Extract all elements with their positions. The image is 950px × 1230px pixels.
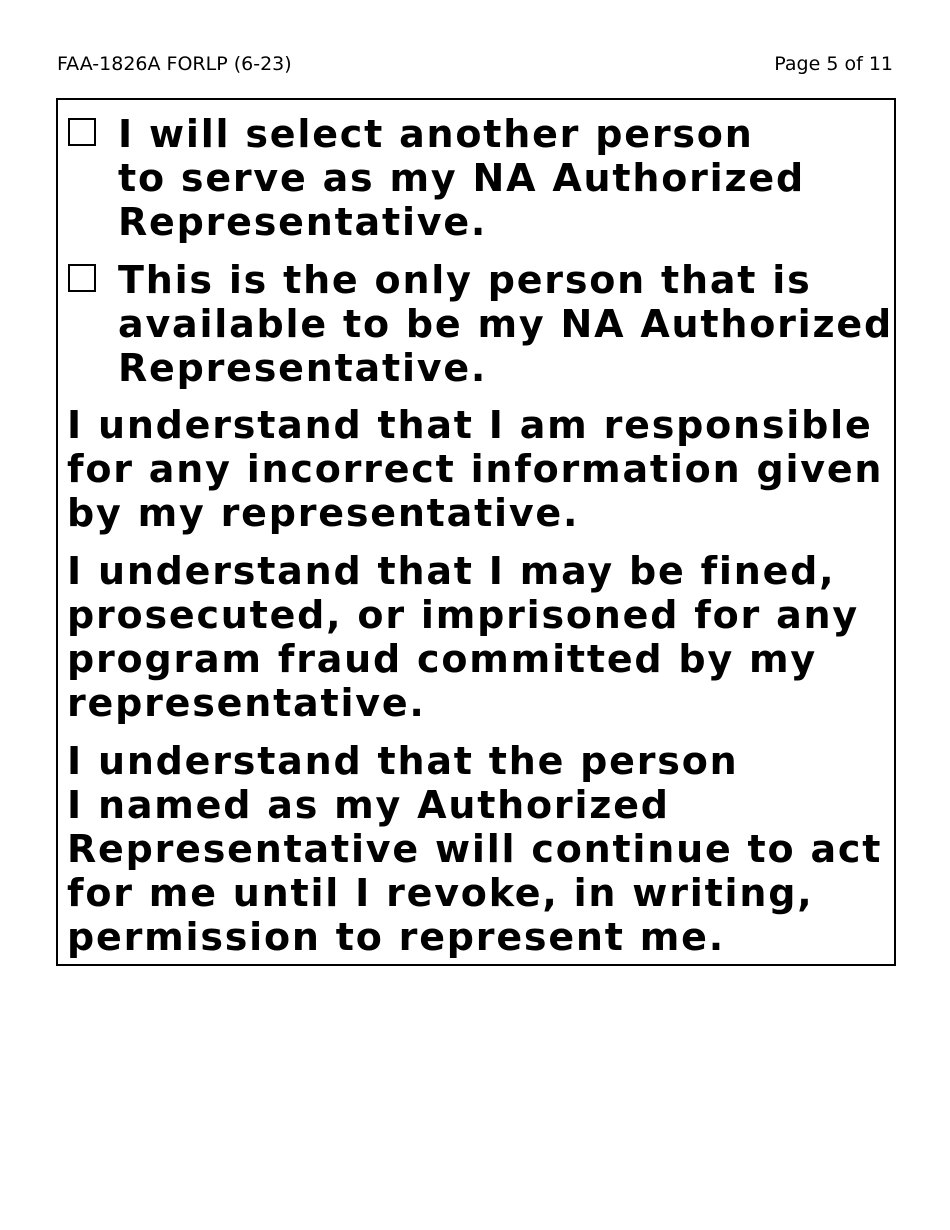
statement-authorized-representative-continue: I understand that the person I named as my Authorized Representative will continue to act for me until I revoke, in writing, permission to represent me. [67, 739, 883, 959]
option-select-another-checkbox[interactable] [68, 118, 96, 146]
option-select-another-label: I will select another person to serve as my NA Authorized Representative. [118, 112, 805, 244]
page-number: Page 5 of 11 [774, 53, 893, 75]
option-select-another-person[interactable] [68, 112, 888, 244]
option-only-person-checkbox[interactable] [68, 264, 96, 292]
statement-responsible-incorrect-info: I understand that I am responsible for any incorrect information given by my representative. [67, 403, 884, 535]
option-only-person-label: This is the only person that is available to be my NA Authorized Representative. [118, 258, 893, 390]
statement-fined-prosecuted: I understand that I may be fined, prosecuted, or imprisoned for any program fraud committed by my representative. [67, 549, 859, 725]
form-id: FAA-1826A FORLP (6-23) [57, 53, 292, 75]
option-only-person-available[interactable] [68, 258, 893, 390]
acknowledgement-box [56, 98, 896, 966]
